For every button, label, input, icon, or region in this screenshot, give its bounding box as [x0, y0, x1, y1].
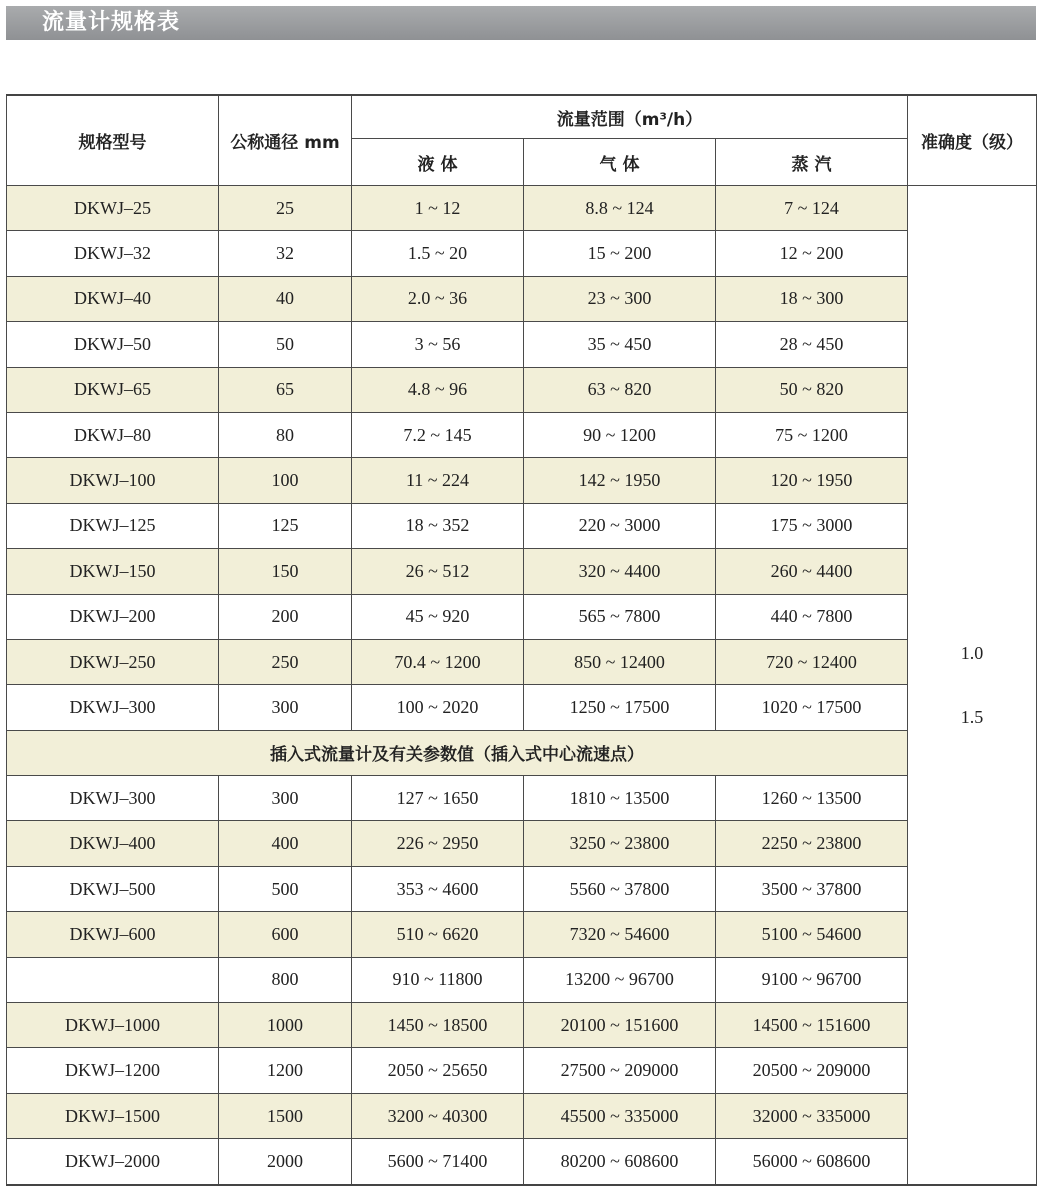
- steam-range-cell: 28 ~ 450: [716, 322, 908, 367]
- diameter-cell: 1000: [219, 1003, 352, 1048]
- liquid-range-cell: 510 ~ 6620: [352, 912, 524, 957]
- diameter-cell: 200: [219, 594, 352, 639]
- header-flow-range: 流量范围（m³/h）: [352, 95, 908, 139]
- liquid-range-cell: 7.2 ~ 145: [352, 412, 524, 457]
- model-cell: DKWJ–1000: [7, 1003, 219, 1048]
- table-body: [7, 186, 1037, 1185]
- steam-range-cell: 12 ~ 200: [716, 231, 908, 276]
- table-row: [7, 186, 1037, 231]
- table-row: [7, 276, 1037, 321]
- diameter-cell: 300: [219, 776, 352, 821]
- diameter-cell: 32: [219, 231, 352, 276]
- liquid-range-cell: 1 ~ 12: [352, 186, 524, 231]
- gas-range-cell: 565 ~ 7800: [524, 594, 716, 639]
- liquid-range-cell: 18 ~ 352: [352, 503, 524, 548]
- table-row: [7, 503, 1037, 548]
- gas-range-cell: 850 ~ 12400: [524, 639, 716, 684]
- diameter-cell: 600: [219, 912, 352, 957]
- table-row: [7, 912, 1037, 957]
- diameter-cell: 125: [219, 503, 352, 548]
- header-steam: 蒸 汽: [716, 139, 908, 186]
- table-row: [7, 639, 1037, 684]
- gas-range-cell: 63 ~ 820: [524, 367, 716, 412]
- model-cell: DKWJ–200: [7, 594, 219, 639]
- steam-range-cell: 3500 ~ 37800: [716, 866, 908, 911]
- diameter-cell: 25: [219, 186, 352, 231]
- diameter-cell: 1500: [219, 1093, 352, 1138]
- diameter-cell: 250: [219, 639, 352, 684]
- steam-range-cell: 50 ~ 820: [716, 367, 908, 412]
- model-cell: DKWJ–80: [7, 412, 219, 457]
- diameter-cell: 80: [219, 412, 352, 457]
- table-row: [7, 1139, 1037, 1185]
- header-accuracy: 准确度（级）: [908, 95, 1037, 186]
- diameter-cell: 2000: [219, 1139, 352, 1185]
- spec-table: [6, 94, 1037, 1186]
- liquid-range-cell: 2050 ~ 25650: [352, 1048, 524, 1093]
- liquid-range-cell: 100 ~ 2020: [352, 685, 524, 730]
- table-row: [7, 231, 1037, 276]
- steam-range-cell: 14500 ~ 151600: [716, 1003, 908, 1048]
- table-row: [7, 685, 1037, 730]
- model-cell: DKWJ–400: [7, 821, 219, 866]
- liquid-range-cell: 1.5 ~ 20: [352, 231, 524, 276]
- section-label: 插入式流量计及有关参数值（插入式中心流速点）: [7, 730, 908, 775]
- gas-range-cell: 320 ~ 4400: [524, 549, 716, 594]
- gas-range-cell: 90 ~ 1200: [524, 412, 716, 457]
- liquid-range-cell: 26 ~ 512: [352, 549, 524, 594]
- page-title: 流量计规格表: [6, 6, 1036, 40]
- steam-range-cell: 175 ~ 3000: [716, 503, 908, 548]
- model-cell: DKWJ–125: [7, 503, 219, 548]
- liquid-range-cell: 11 ~ 224: [352, 458, 524, 503]
- model-cell: DKWJ–40: [7, 276, 219, 321]
- liquid-range-cell: 1450 ~ 18500: [352, 1003, 524, 1048]
- liquid-range-cell: 45 ~ 920: [352, 594, 524, 639]
- diameter-cell: 100: [219, 458, 352, 503]
- steam-range-cell: 2250 ~ 23800: [716, 821, 908, 866]
- liquid-range-cell: 127 ~ 1650: [352, 776, 524, 821]
- model-cell: [7, 957, 219, 1002]
- steam-range-cell: 120 ~ 1950: [716, 458, 908, 503]
- section-row: [7, 730, 1037, 775]
- steam-range-cell: 32000 ~ 335000: [716, 1093, 908, 1138]
- steam-range-cell: 20500 ~ 209000: [716, 1048, 908, 1093]
- liquid-range-cell: 226 ~ 2950: [352, 821, 524, 866]
- header-diameter: 公称通径 mm: [219, 95, 352, 186]
- accuracy-value: 1.5: [960, 706, 984, 727]
- gas-range-cell: 15 ~ 200: [524, 231, 716, 276]
- liquid-range-cell: 353 ~ 4600: [352, 866, 524, 911]
- model-cell: DKWJ–100: [7, 458, 219, 503]
- table-row: [7, 776, 1037, 821]
- diameter-cell: 500: [219, 866, 352, 911]
- steam-range-cell: 9100 ~ 96700: [716, 957, 908, 1002]
- steam-range-cell: 1260 ~ 13500: [716, 776, 908, 821]
- steam-range-cell: 5100 ~ 54600: [716, 912, 908, 957]
- header-model: 规格型号: [7, 95, 219, 186]
- table-row: [7, 1003, 1037, 1048]
- gas-range-cell: 20100 ~ 151600: [524, 1003, 716, 1048]
- steam-range-cell: 720 ~ 12400: [716, 639, 908, 684]
- gas-range-cell: 27500 ~ 209000: [524, 1048, 716, 1093]
- diameter-cell: 400: [219, 821, 352, 866]
- table-row: [7, 412, 1037, 457]
- model-cell: DKWJ–250: [7, 639, 219, 684]
- steam-range-cell: 18 ~ 300: [716, 276, 908, 321]
- table-row: [7, 367, 1037, 412]
- steam-range-cell: 440 ~ 7800: [716, 594, 908, 639]
- model-cell: DKWJ–1200: [7, 1048, 219, 1093]
- diameter-cell: 800: [219, 957, 352, 1002]
- table-row: [7, 1093, 1037, 1138]
- model-cell: DKWJ–500: [7, 866, 219, 911]
- table-row: [7, 866, 1037, 911]
- accuracy-cell: [908, 186, 1037, 1185]
- model-cell: DKWJ–150: [7, 549, 219, 594]
- gas-range-cell: 45500 ~ 335000: [524, 1093, 716, 1138]
- diameter-cell: 50: [219, 322, 352, 367]
- steam-range-cell: 56000 ~ 608600: [716, 1139, 908, 1185]
- gas-range-cell: 7320 ~ 54600: [524, 912, 716, 957]
- gas-range-cell: 142 ~ 1950: [524, 458, 716, 503]
- steam-range-cell: 1020 ~ 17500: [716, 685, 908, 730]
- gas-range-cell: 220 ~ 3000: [524, 503, 716, 548]
- liquid-range-cell: 70.4 ~ 1200: [352, 639, 524, 684]
- gas-range-cell: 35 ~ 450: [524, 322, 716, 367]
- model-cell: DKWJ–1500: [7, 1093, 219, 1138]
- header-gas: 气 体: [524, 139, 716, 186]
- steam-range-cell: 7 ~ 124: [716, 186, 908, 231]
- gas-range-cell: 3250 ~ 23800: [524, 821, 716, 866]
- diameter-cell: 40: [219, 276, 352, 321]
- model-cell: DKWJ–300: [7, 776, 219, 821]
- table-row: [7, 322, 1037, 367]
- table-row: [7, 957, 1037, 1002]
- table-row: [7, 549, 1037, 594]
- gas-range-cell: 5560 ~ 37800: [524, 866, 716, 911]
- diameter-cell: 65: [219, 367, 352, 412]
- gas-range-cell: 23 ~ 300: [524, 276, 716, 321]
- model-cell: DKWJ–2000: [7, 1139, 219, 1185]
- gas-range-cell: 13200 ~ 96700: [524, 957, 716, 1002]
- steam-range-cell: 260 ~ 4400: [716, 549, 908, 594]
- table-row: [7, 821, 1037, 866]
- liquid-range-cell: 910 ~ 11800: [352, 957, 524, 1002]
- gas-range-cell: 1250 ~ 17500: [524, 685, 716, 730]
- model-cell: DKWJ–600: [7, 912, 219, 957]
- gas-range-cell: 80200 ~ 608600: [524, 1139, 716, 1185]
- liquid-range-cell: 4.8 ~ 96: [352, 367, 524, 412]
- liquid-range-cell: 3 ~ 56: [352, 322, 524, 367]
- liquid-range-cell: 5600 ~ 71400: [352, 1139, 524, 1185]
- accuracy-value: 1.0: [960, 642, 984, 663]
- steam-range-cell: 75 ~ 1200: [716, 412, 908, 457]
- liquid-range-cell: 2.0 ~ 36: [352, 276, 524, 321]
- model-cell: DKWJ–65: [7, 367, 219, 412]
- model-cell: DKWJ–25: [7, 186, 219, 231]
- diameter-cell: 1200: [219, 1048, 352, 1093]
- gas-range-cell: 1810 ~ 13500: [524, 776, 716, 821]
- diameter-cell: 300: [219, 685, 352, 730]
- table-row: [7, 458, 1037, 503]
- gas-range-cell: 8.8 ~ 124: [524, 186, 716, 231]
- table-row: [7, 1048, 1037, 1093]
- table-row: [7, 594, 1037, 639]
- model-cell: DKWJ–32: [7, 231, 219, 276]
- model-cell: DKWJ–300: [7, 685, 219, 730]
- header-liquid: 液 体: [352, 139, 524, 186]
- diameter-cell: 150: [219, 549, 352, 594]
- liquid-range-cell: 3200 ~ 40300: [352, 1093, 524, 1138]
- model-cell: DKWJ–50: [7, 322, 219, 367]
